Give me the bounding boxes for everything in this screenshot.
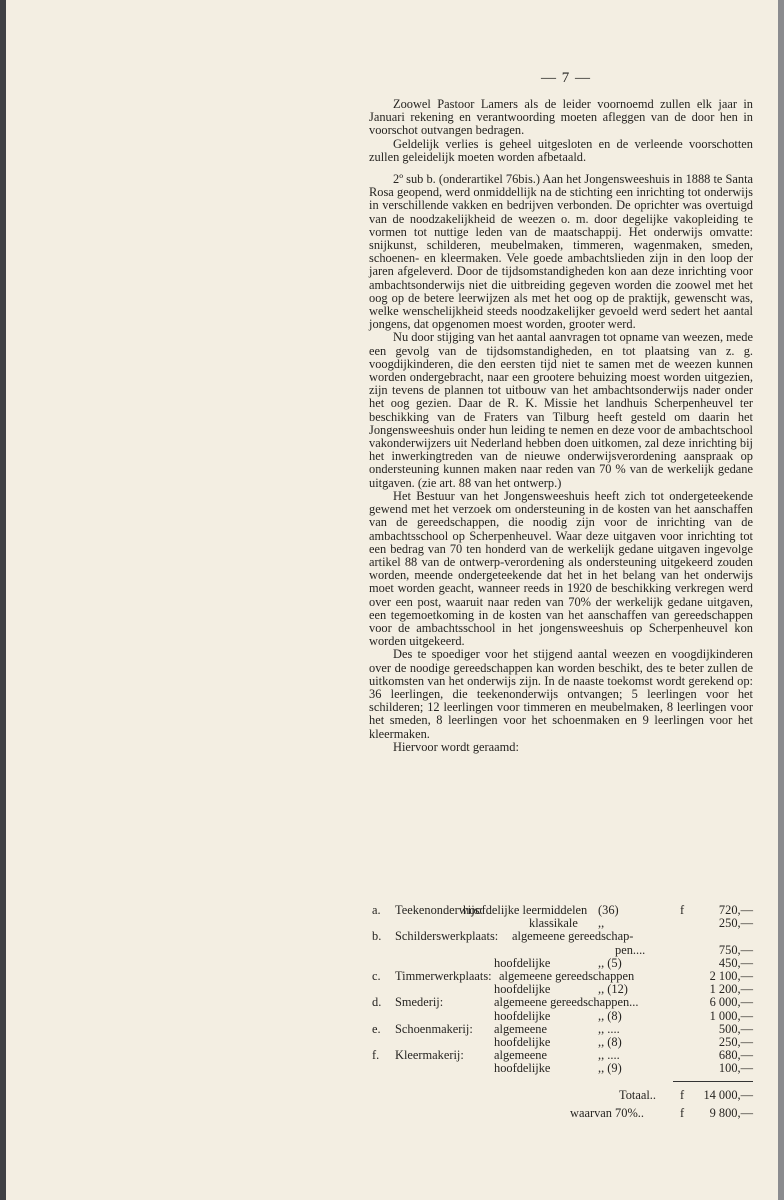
paragraph: Zoowel Pastoor Lamers als de leider voornoemd zullen elk jaar in Januari rekening en verantwoording moeten afleggen van de door hen in voorschot outvangen bedragen. bbox=[369, 97, 753, 138]
cost-letter: c. bbox=[372, 968, 381, 983]
cost-amount: 6 000,— bbox=[709, 995, 753, 1010]
paragraph: Het Bestuur van het Jongensweeshuis heeft zich tot ondergeteekende gewend met het verzoek om ondersteuning in de kosten van het aanschaffen van de gereedschappen, die noodig zijn voor de inrichting van de ambachtsschool op Scherpenheuvel. Waar deze uitgaven voor inrichting tot een bedrag van 70 ten honderd van de werkelijk gedane uitgaven ingevolge artikel 88 van de ontwerp-verordening als ondersteuning uitgekeerd zouden worden, meende ondergeteekende dat het in het belang van het onderwijs moet worden geacht, wanneer reeds in 1920 de beschikking verkregen werd over een post, waaruit naar reden van 70% der werkelijk gedane uitgaven, een tegemoetkoming in de kosten van het aanschaffen van gereedschappen voor de ambachtsschool in het jongensweeshuis op Scherpenheuvel kon worden uitgekeerd. bbox=[369, 488, 753, 649]
cost-row bbox=[369, 1023, 753, 1036]
cost-section: Schoenmakerij: bbox=[395, 1021, 473, 1036]
cost-section: Timmerwerkplaats: bbox=[395, 968, 492, 983]
totals bbox=[369, 1088, 753, 1119]
body-text bbox=[369, 98, 753, 754]
paragraph: Nu door stijging van het aantal aanvragen tot opname van weezen, mede een gevolg van de tijdsomstandigheden, en tot plaatsing van z. g. voogdijkinderen, die den eersten tijd niet te samen met de weezen kunnen worden ondergebracht, naar een grootere behuizing moest worden uitgezien, zijn tevens de plannen tot uitbouw van het ambachtsonderwijs nader onder het oog gezien. Daar de R. K. Missie het landhuis Scherpenheuvel ter beschikking van de Fraters van Tilburg heeft gesteld om daarin het Jongensweeshuis onder hun leiding te nemen en deze voor de ambachtschool vakonderwijzers uit Nederland hebben doen uitkomen, zal deze inrichting bij het inwerkingtreden van de nieuwe onderwijsverordening aanspraak op ondersteuning kunnen maken naar reden van 70 % van de werkelijk gedane uitgaven. (zie art. 88 van het ontwerp.) bbox=[369, 330, 753, 490]
cost-count: ,, (12) bbox=[598, 982, 628, 997]
cost-row bbox=[369, 996, 753, 1009]
cost-row bbox=[369, 930, 753, 943]
cost-row bbox=[369, 1049, 753, 1062]
cost-item: algemeene bbox=[494, 1048, 547, 1063]
share-amount: 9 800,— bbox=[709, 1105, 753, 1120]
cost-amount: 500,— bbox=[718, 1021, 753, 1036]
sum-rule bbox=[673, 1081, 753, 1082]
total-currency: f bbox=[680, 1087, 685, 1102]
paragraph: Hiervoor wordt geraamd: bbox=[393, 739, 519, 754]
cost-section: Kleermakerij: bbox=[395, 1048, 464, 1063]
cost-amount: 100,— bbox=[718, 1061, 753, 1076]
cost-amount: 720,— bbox=[718, 903, 753, 917]
share-currency: f bbox=[680, 1105, 685, 1120]
cost-amount: 450,— bbox=[718, 955, 753, 970]
cost-count: ,, (5) bbox=[598, 955, 622, 970]
cost-count: ,, (9) bbox=[598, 1061, 622, 1076]
cost-amount: 1 000,— bbox=[709, 1008, 753, 1023]
cost-item: algemeene gereedschappen... bbox=[494, 995, 639, 1010]
cost-count: (36) bbox=[598, 903, 619, 917]
paragraph: Des te spoediger voor het stijgend aantal weezen en voogdijkinderen over de noodige gereedschappen kan worden beschikt, des te beter zullen de uitkomsten van het onderwijs zijn. In de naaste toekomst wordt gerekend op: 36 leerlingen, die teekenonderwijs ontvangen; 5 leerlingen voor het schilderen; 12 leerlingen voor timmeren en meubelmaken, 8 leerlingen voor het smeden, 8 leerlingen voor het schoenmaken en 9 leerlingen voor het kleermaken. bbox=[369, 647, 753, 741]
cost-row bbox=[369, 1062, 753, 1075]
cost-count: ,, .... bbox=[598, 1021, 620, 1036]
cost-item: pen.... bbox=[615, 942, 646, 957]
cost-amount: 750,— bbox=[718, 942, 753, 957]
cost-letter: d. bbox=[372, 995, 382, 1010]
cost-amount: 1 200,— bbox=[709, 982, 753, 997]
cost-count: ,, .... bbox=[598, 1048, 620, 1063]
cost-item: hoofdelijke bbox=[494, 1034, 551, 1049]
cost-letter: b. bbox=[372, 929, 382, 944]
cost-item: hoofdelijke bbox=[494, 982, 551, 997]
share-row bbox=[369, 1106, 753, 1119]
cost-row bbox=[369, 944, 753, 957]
cost-count: ,, (8) bbox=[598, 1008, 622, 1023]
cost-count: ,, bbox=[598, 916, 605, 931]
cost-item: hoofdelijke bbox=[494, 955, 551, 970]
cost-item: hoofdelijke leermiddelen bbox=[463, 903, 588, 917]
cost-item: klassikale bbox=[529, 916, 578, 931]
cost-table bbox=[369, 904, 753, 1075]
cost-item: hoofdelijke bbox=[494, 1008, 551, 1023]
cost-item: algemeene bbox=[494, 1021, 547, 1036]
cost-section: Schilderswerkplaats: bbox=[395, 929, 499, 944]
cost-amount: 680,— bbox=[718, 1048, 753, 1063]
cost-amount: 2 100,— bbox=[709, 968, 753, 983]
cost-letter: e. bbox=[372, 1021, 381, 1036]
cost-section: Smederij: bbox=[395, 995, 444, 1010]
cost-amount: 250,— bbox=[718, 1034, 753, 1049]
total-label: Totaal.. bbox=[619, 1087, 656, 1102]
cost-amount: 250,— bbox=[718, 916, 753, 931]
cost-row bbox=[369, 1010, 753, 1023]
cost-item: hoofdelijke bbox=[494, 1061, 551, 1076]
total-amount: 14 000,— bbox=[703, 1087, 753, 1102]
scan-edge bbox=[778, 0, 784, 1200]
cost-letter: f. bbox=[372, 1048, 380, 1063]
page-number: — 7 — bbox=[541, 70, 591, 86]
cost-section: Teekenonderwijs: bbox=[395, 903, 483, 917]
cost-row bbox=[369, 957, 753, 970]
cost-count: ,, (8) bbox=[598, 1034, 622, 1049]
cost-letter: a. bbox=[372, 903, 381, 917]
paragraph: 2º sub b. (onderartikel 76bis.) Aan het Jongensweeshuis in 1888 te Santa Rosa geopend, werd onmiddellijk na de stichting een inrichting tot onderwijs in verschillende vakken en bedrijven verbonden. De oprichter was overtuigd van de noodzakelijkheid de weezen o. m. door degelijke vakopleiding te vormen tot nuttige leden van de maatschappij. Het onderwijs omvatte: snijkunst, schilderen, meubelmaken, timmeren, wagenmaken, smeden, schoenen- en kleermaken. Vele goede ambachtslieden zijn in den loop der jaren afgeleverd. Door de tijdsomstandigheden kon aan deze inrichting voor ambachtsonderwijs niet die uitbreiding gegeven worden die zoowel met het oog op de betere leerwijzen als met het oog op de praktijk, gewenscht was, welke wenschelijkheid steeds noodzakelijker gevoeld werd sedert het aantal jongens, dat opgenomen moest worden, grooter werd. bbox=[369, 172, 754, 332]
cost-item: algemeene gereedschappen bbox=[499, 968, 635, 983]
paragraph: Geldelijk verlies is geheel uitgesloten en de verleende voorschotten zullen geleidelijk moeten worden afbetaald. bbox=[369, 136, 753, 164]
share-label: waarvan 70%.. bbox=[570, 1105, 644, 1120]
cost-row bbox=[369, 970, 753, 983]
total-row bbox=[369, 1088, 753, 1101]
cost-currency: f bbox=[680, 903, 685, 917]
cost-item: algemeene gereedschap- bbox=[512, 929, 634, 944]
